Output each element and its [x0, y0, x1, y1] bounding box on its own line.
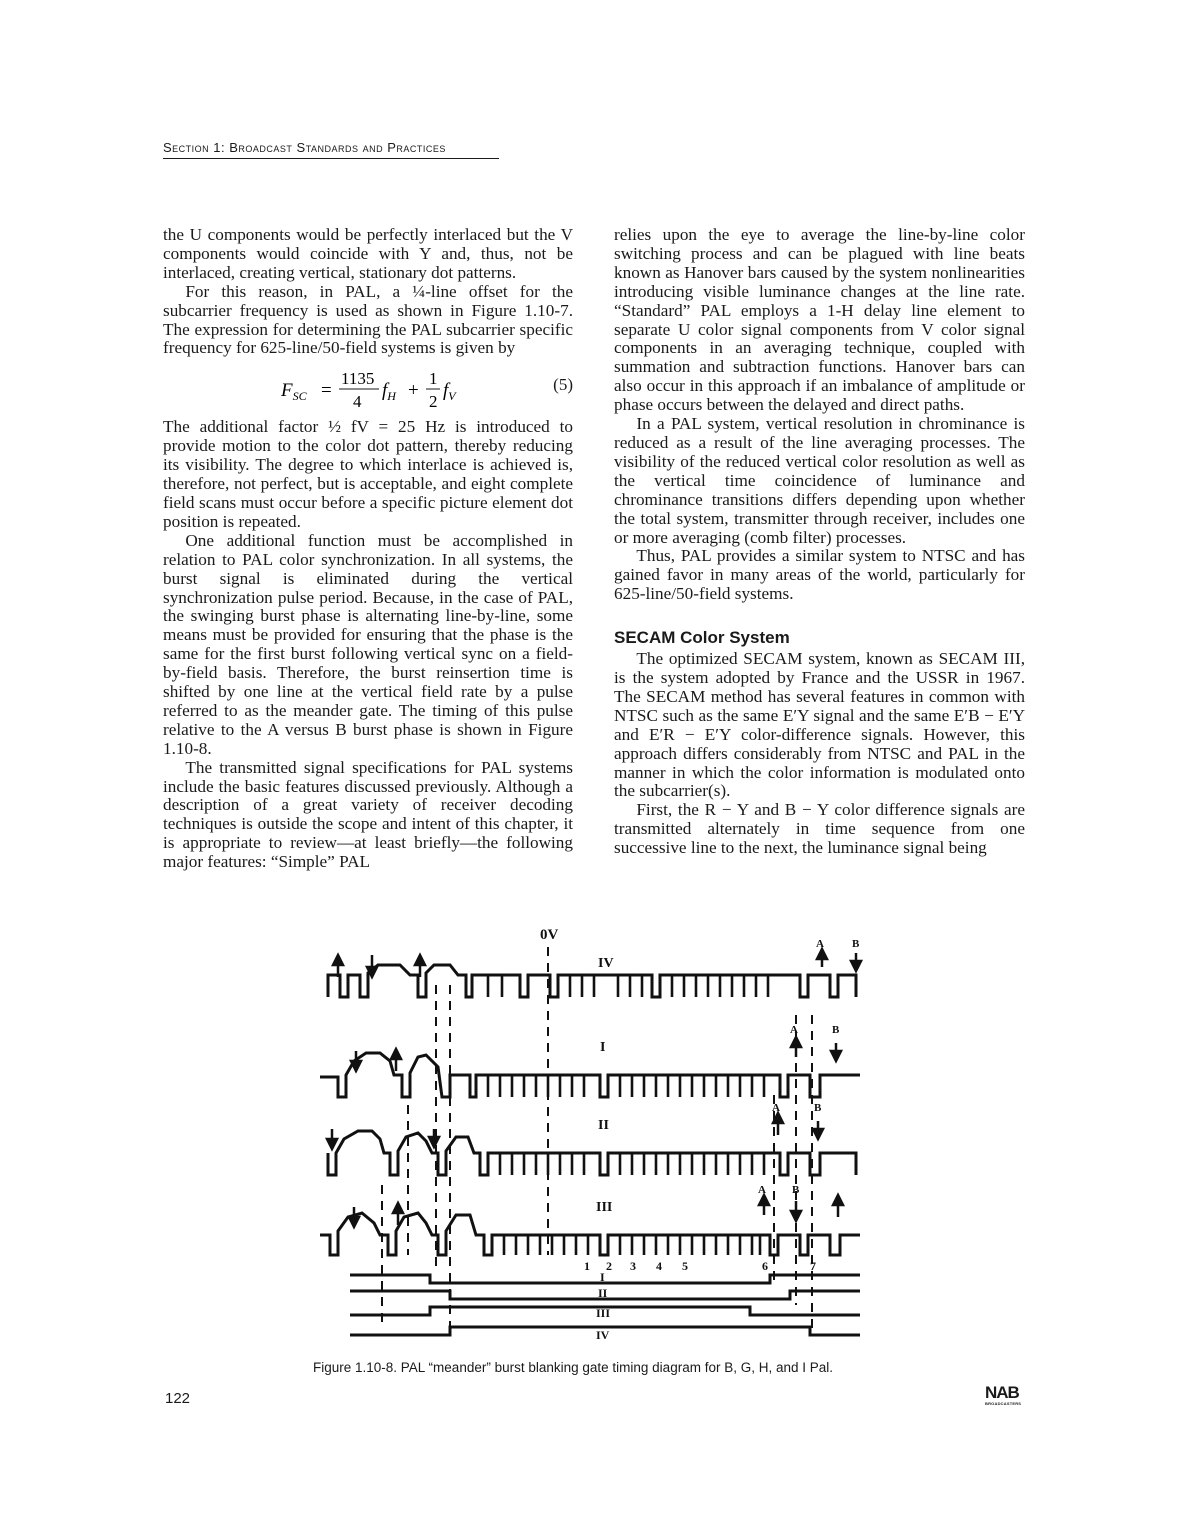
- page-number: 122: [165, 1390, 191, 1407]
- arrow-down-icon: [851, 961, 861, 971]
- label-field-iv: IV: [598, 956, 614, 971]
- label-gate-ii: II: [598, 1286, 608, 1300]
- equation-expression: [281, 368, 481, 412]
- label-line-1: 1: [584, 1259, 590, 1273]
- label-line-6: 6: [762, 1259, 768, 1273]
- section-heading-secam: SECAM Color System: [614, 628, 790, 648]
- arrow-down-icon: [791, 1211, 801, 1221]
- logo-mark: NAB: [985, 1383, 1019, 1402]
- svg-text:1: 1: [429, 369, 438, 389]
- right-paragraph-4: The optimized SECAM system, known as SECAM III, is the system adopted by France and the USSR in 1967. The SECAM method has several features in common with NTSC such as the same E′Y signal and the same E′B − E′Y and E′R − E′Y color-difference signals. However, this approach differs considerably from NTSC and PAL in the manner in which the color information is modulated onto the subcarrier(s).: [614, 649, 1025, 801]
- label-burst-b-row-iii: B: [792, 1184, 800, 1196]
- svg-text:4: 4: [353, 392, 362, 412]
- figure-caption: Figure 1.10-8. PAL “meander” burst blanking gate timing diagram for B, G, H, and I Pal.: [313, 1360, 834, 1375]
- comb-row-iii: [504, 1235, 760, 1255]
- right-paragraph-1: relies upon the eye to average the line-by-line color switching process and can be plagued with line beats known as Hanover bars caused by the system nonlinearities introducing visible luminance changes at the line rate. “Standard” PAL employs a 1-H delay line element to separate U color signal components from V color signal components in an averaging technique, coupled with summation and subtraction functions. Hanover bars can also occur in this approach if an imbalance of amplitude or phase occurs between the delayed and direct paths.: [614, 225, 1025, 415]
- left-paragraph-2: For this reason, in PAL, a ¼-line offset for the subcarrier frequency is used as shown in Figure 1.10-7. The expression for determining the PAL subcarrier specific frequency for 625-line/50-field systems is given by: [163, 281, 573, 358]
- right-paragraph-3: Thus, PAL provides a similar system to NTSC and has gained favor in many areas of the world, particularly for 625-line/50-field systems.: [614, 546, 1025, 604]
- gate-line-i: [350, 1275, 860, 1283]
- label-line-4: 4: [656, 1259, 662, 1273]
- label-burst-b-row-iv: B: [852, 938, 860, 950]
- label-burst-b-row-i: B: [832, 1024, 840, 1036]
- left-paragraph-5: The transmitted signal specifications for PAL systems include the basic features discussed previously. Although a description of a great variety of receiver decoding techniques is outside the scope and intent of this chapter, it is appropriate to review—at least briefly—the following major features: “Simple” PAL: [163, 757, 573, 872]
- comb-row-ii: [500, 1153, 764, 1175]
- svg-text:=: =: [321, 380, 332, 402]
- svg-text:FSC: $F_{SC}$: [281, 380, 307, 404]
- waveform-field-iii: [320, 1213, 860, 1255]
- arrow-up-icon: [791, 1037, 801, 1047]
- arrow-up-icon: [415, 955, 425, 965]
- left-paragraph-1: the U components would be perfectly interlaced but the V components would coincide with Y and, thus, not be interlaced, creating vertical, stationary dot patterns.: [163, 225, 573, 282]
- header-rule: [163, 158, 499, 159]
- label-field-ii: II: [598, 1118, 609, 1133]
- right-paragraph-2: In a PAL system, vertical resolution in chrominance is reduced as a result of the line averaging processes. The visibility of the reduced vertical color resolution as well as the vertical time coincidence of luminance and chrominance transitions differs depending upon whether the total system, transmitter through receiver, includes one or more averaging (comb filter) processes.: [614, 414, 1025, 547]
- meander-gate-timing-diagram: [300, 925, 880, 1355]
- svg-text:fV: $f_V$: [443, 380, 456, 404]
- svg-text:1135: 1135: [341, 369, 375, 389]
- arrow-up-icon: [391, 1049, 401, 1059]
- arrow-down-icon: [327, 1139, 337, 1149]
- waveform-field-iv: [328, 965, 856, 997]
- label-line-3: 3: [630, 1259, 636, 1273]
- logo-subtext: BROADCASTERS: [985, 1401, 1022, 1406]
- label-gate-iii: III: [596, 1306, 611, 1320]
- svg-text:fH: $f_H$: [382, 380, 396, 404]
- label-line-7: 7: [810, 1259, 816, 1273]
- nab-logo: [985, 1385, 1021, 1406]
- running-header: Section 1: Broadcast Standards and Practices: [163, 140, 446, 155]
- arrow-down-icon: [429, 1137, 439, 1147]
- left-paragraph-4: One additional function must be accomplished in relation to PAL color synchronization. In all systems, the burst signal is eliminated during the vertical synchronization pulse period. Because, in the case of PAL, the swinging burst phase is alternating line-by-line, some means must be provided for ensuring that the phase is the same for the first burst following vertical sync on a field-by-field basis. Therefore, the burst reinsertion time is shifted by one line at the vertical field rate by a pulse referred to as the meander gate. The timing of this pulse relative to the A versus B burst phase is shown in Figure 1.10-8.: [163, 530, 573, 758]
- label-burst-a-row-iii: A: [758, 1184, 766, 1196]
- label-burst-a-row-ii: A: [772, 1102, 780, 1114]
- arrow-down-icon: [831, 1051, 841, 1061]
- arrow-up-icon: [333, 955, 343, 965]
- svg-text:2: 2: [429, 392, 438, 412]
- comb-row-i: [488, 1075, 764, 1097]
- label-field-i: I: [600, 1040, 606, 1055]
- right-paragraph-5: First, the R − Y and B − Y color difference signals are transmitted alternately in time sequence from one successive line to the next, the luminance signal being: [614, 800, 1025, 858]
- left-paragraph-3: The additional factor ½ fV = 25 Hz is introduced to provide motion to the color dot pattern, thereby reducing its visibility. The degree to which interlace is achieved is, therefore, not perfect, but is acceptable, and eight complete field scans must occur before a specific picture element dot position is repeated.: [163, 417, 573, 531]
- label-burst-a-row-iv: A: [816, 938, 824, 950]
- label-line-2: 2: [606, 1259, 612, 1273]
- svg-text:+: +: [408, 380, 419, 402]
- label-vertical-sync: 0V: [540, 927, 559, 943]
- right-column: [614, 226, 1025, 858]
- comb-row-iv: [488, 975, 768, 997]
- arrow-up-icon: [759, 1195, 769, 1205]
- label-line-5: 5: [682, 1259, 688, 1273]
- label-burst-a-row-i: A: [790, 1024, 798, 1036]
- left-column: [163, 226, 573, 872]
- arrow-down-icon: [813, 1129, 823, 1139]
- label-gate-iv: IV: [596, 1328, 610, 1342]
- arrow-down-icon: [351, 1061, 361, 1071]
- arrow-up-icon: [393, 1203, 403, 1213]
- label-gate-i: I: [600, 1270, 605, 1284]
- label-burst-b-row-ii: B: [814, 1102, 822, 1114]
- arrow-down-icon: [349, 1217, 359, 1227]
- arrow-up-icon: [833, 1195, 843, 1205]
- equation-number: (5): [553, 375, 573, 395]
- label-field-iii: III: [596, 1200, 613, 1215]
- arrow-up-icon: [817, 949, 827, 959]
- equation-5: [163, 360, 573, 414]
